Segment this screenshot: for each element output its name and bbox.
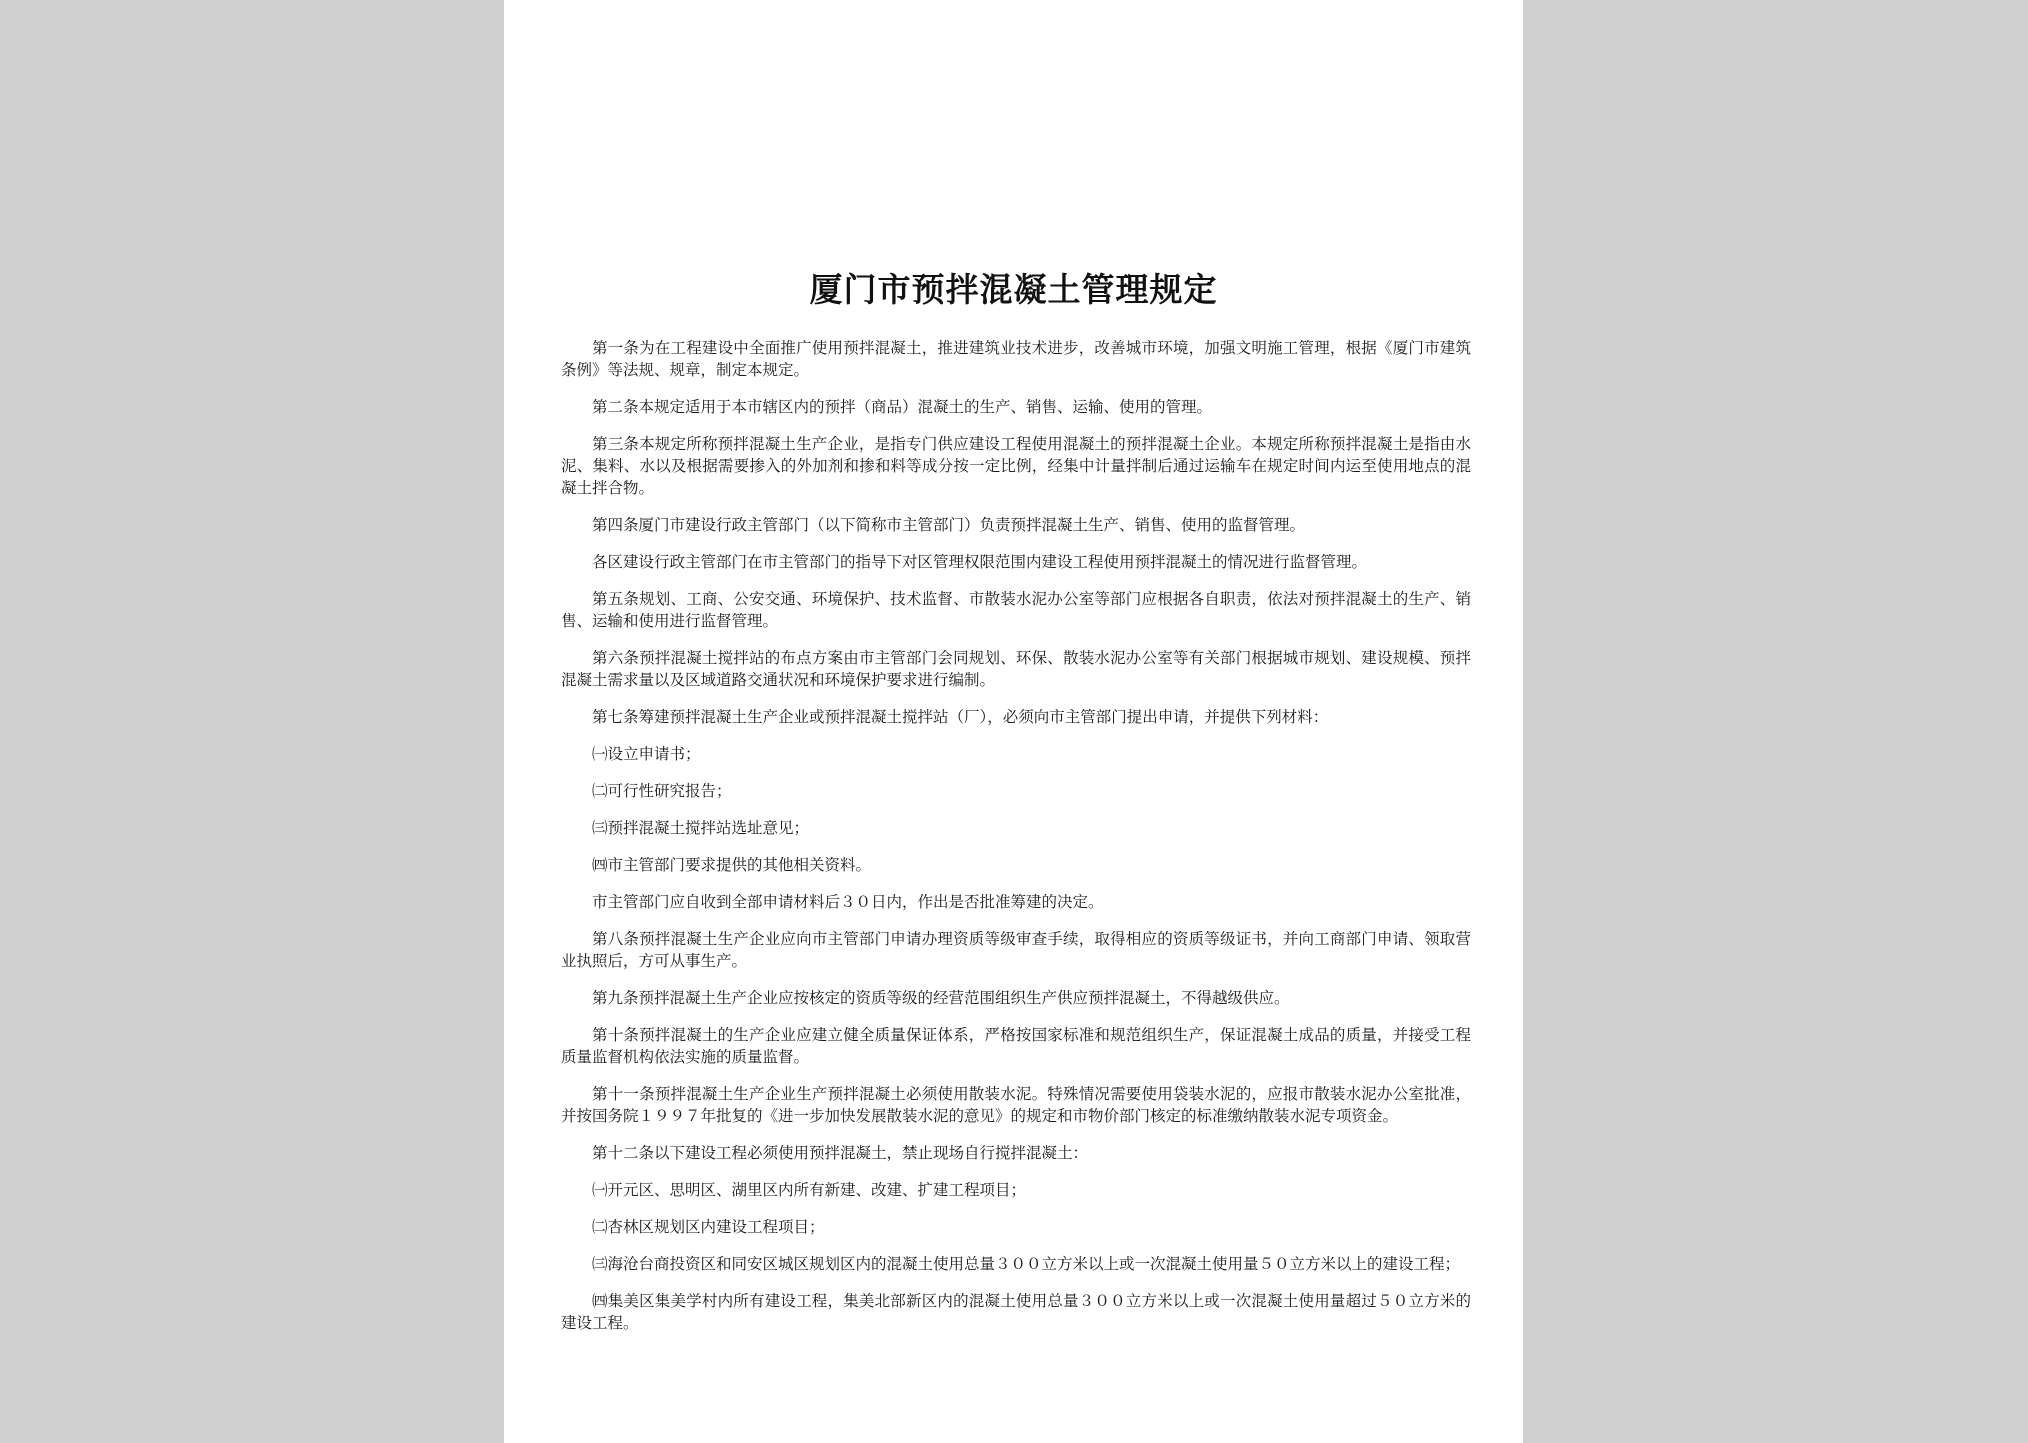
paragraph-article-5: 第五条规划、工商、公安交通、环境保护、技术监督、市散装水泥办公室等部门应根据各自职责，依法对预拌混凝土的生产、销售、运输和使用进行监督管理。 — [561, 590, 1471, 630]
paragraph-article-6: 第六条预拌混凝土搅拌站的布点方案由市主管部门会同规划、环保、散装水泥办公室等有关部门根据城市规划、建设规模、预拌混凝土需求量以及区域道路交通状况和环境保护要求进行编制。 — [561, 649, 1471, 689]
document-body — [561, 337, 1471, 1349]
paragraph-article-7-deadline: 市主管部门应自收到全部申请材料后３０日内，作出是否批准筹建的决定。 — [592, 893, 1104, 911]
document-title: 厦门市预拌混凝土管理规定 — [809, 270, 1218, 309]
list-item-7-1: ㈠设立申请书； — [592, 745, 701, 763]
paragraph-article-12: 第十二条以下建设工程必须使用预拌混凝土，禁止现场自行搅拌混凝土： — [592, 1144, 1089, 1162]
paragraph-article-11: 第十一条预拌混凝土生产企业生产预拌混凝土必须使用散装水泥。特殊情况需要使用袋装水泥的，应报市散装水泥办公室批准，并按国务院１９９７年批复的《进一步加快发展散装水泥的意见》的规定和市物价部门核定的标准缴纳散装水泥专项资金。 — [561, 1085, 1471, 1125]
paragraph-article-9: 第九条预拌混凝土生产企业应按核定的资质等级的经营范围组织生产供应预拌混凝土，不得越级供应。 — [592, 989, 1290, 1007]
paragraph-article-4-district: 各区建设行政主管部门在市主管部门的指导下对区管理权限范围内建设工程使用预拌混凝土的情况进行监督管理。 — [592, 553, 1368, 571]
list-item-7-2: ㈡可行性研究报告； — [592, 782, 732, 800]
document-page — [504, 0, 1523, 1443]
list-item-12-2: ㈡杏林区规划区内建设工程项目； — [592, 1218, 825, 1236]
paragraph-article-2: 第二条本规定适用于本市辖区内的预拌（商品）混凝土的生产、销售、运输、使用的管理。 — [592, 398, 1213, 416]
paragraph-article-10: 第十条预拌混凝土的生产企业应建立健全质量保证体系，严格按国家标准和规范组织生产，保证混凝土成品的质量，并接受工程质量监督机构依法实施的质量监督。 — [561, 1026, 1471, 1066]
list-item-7-4: ㈣市主管部门要求提供的其他相关资料。 — [592, 856, 872, 874]
list-item-12-4: ㈣集美区集美学村内所有建设工程，集美北部新区内的混凝土使用总量３００立方米以上或一次混凝土使用量超过５０立方米的建设工程。 — [561, 1292, 1471, 1332]
paragraph-article-7: 第七条筹建预拌混凝土生产企业或预拌混凝土搅拌站（厂），必须向市主管部门提出申请，并提供下列材料： — [592, 708, 1329, 726]
list-item-12-3: ㈢海沧台商投资区和同安区城区规划区内的混凝土使用总量３００立方米以上或一次混凝土使用量５０立方米以上的建设工程； — [592, 1255, 1461, 1273]
paragraph-article-1: 第一条为在工程建设中全面推广使用预拌混凝土，推进建筑业技术进步，改善城市环境，加强文明施工管理，根据《厦门市建筑条例》等法规、规章，制定本规定。 — [561, 339, 1471, 379]
paragraph-article-4: 第四条厦门市建设行政主管部门（以下简称市主管部门）负责预拌混凝土生产、销售、使用的监督管理。 — [592, 516, 1306, 534]
paragraph-article-8: 第八条预拌混凝土生产企业应向市主管部门申请办理资质等级审查手续，取得相应的资质等级证书，并向工商部门申请、领取营业执照后，方可从事生产。 — [561, 930, 1471, 970]
list-item-12-1: ㈠开元区、思明区、湖里区内所有新建、改建、扩建工程项目； — [592, 1181, 1027, 1199]
paragraph-article-3: 第三条本规定所称预拌混凝土生产企业，是指专门供应建设工程使用混凝土的预拌混凝土企业。本规定所称预拌混凝土是指由水泥、集料、水以及根据需要掺入的外加剂和掺和料等成分按一定比例，经集中计量拌制后通过运输车在规定时间内运至使用地点的混凝土拌合物。 — [561, 435, 1471, 497]
list-item-7-3: ㈢预拌混凝土搅拌站选址意见； — [592, 819, 810, 837]
